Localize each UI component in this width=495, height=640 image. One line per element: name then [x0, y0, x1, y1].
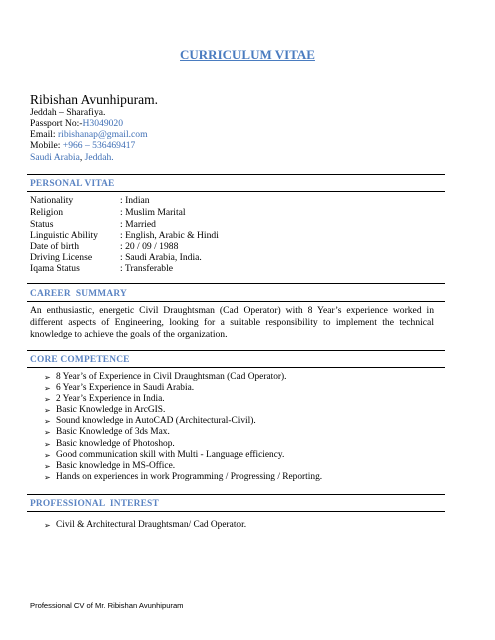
- arrow-bullet-icon: ➢: [44, 439, 51, 449]
- professional-interest-list: [44, 520, 246, 531]
- section-divider: [27, 283, 445, 284]
- section-divider: [27, 494, 445, 495]
- list-item: ➢ 2 Year’s Experience in India.: [44, 394, 165, 405]
- vitae-label: Linguistic Ability: [30, 230, 98, 241]
- vitae-label: Iqama Status: [30, 263, 80, 274]
- list-item: ➢ Basic Knowledge of 3ds Max.: [44, 427, 170, 438]
- arrow-bullet-icon: ➢: [44, 384, 51, 394]
- arrow-bullet-icon: ➢: [44, 406, 51, 416]
- arrow-bullet-icon: ➢: [44, 521, 51, 530]
- arrow-bullet-icon: ➢: [44, 472, 51, 482]
- list-item: ➢ 8 Year’s of Experience in Civil Draughtsman (Cad Operator).: [44, 372, 287, 382]
- section-divider: [27, 191, 445, 192]
- mobile-line: [30, 140, 135, 152]
- arrow-bullet-icon: ➢: [44, 373, 51, 382]
- list-item: ➢ Hands on experiences in work Programming / Progressing / Reporting.: [44, 471, 323, 482]
- vitae-row-nationality: [30, 195, 430, 206]
- candidate-name: Ribishan Avunhipuram.: [30, 92, 158, 107]
- section-personal-vitae: PERSONAL VITAE: [30, 179, 115, 189]
- section-divider: [27, 367, 445, 368]
- section-divider: [27, 174, 445, 175]
- section-divider: [27, 350, 445, 351]
- location-line: [30, 152, 114, 164]
- arrow-bullet-icon: ➢: [44, 395, 51, 405]
- arrow-bullet-icon: ➢: [44, 428, 51, 438]
- passport-number: H3049020: [82, 118, 124, 129]
- vitae-value: : 20 / 09 / 1988: [120, 241, 179, 252]
- vitae-label: Driving License: [30, 252, 93, 263]
- vitae-value: : Saudi Arabia, India.: [120, 252, 202, 263]
- vitae-label: Date of birth: [30, 241, 80, 252]
- vitae-row-iqama: [30, 263, 430, 274]
- location-separator: ,: [79, 152, 85, 163]
- arrow-bullet-icon: ➢: [44, 417, 51, 427]
- vitae-value: : English, Arabic & Hindi: [120, 230, 219, 241]
- list-item: ➢ Good communication skill with Multi - Language efficiency.: [44, 449, 285, 460]
- email-label: Email:: [30, 129, 58, 140]
- career-summary-text: An enthusiastic, energetic Civil Draughtsman (Cad Operator) with 8 Year’s experience worked in different aspects of Engineering, looking for a suitable responsibility to implement the technical knowledge to achieve the goals of the organization.: [30, 305, 434, 341]
- page-footer: Professional CV of Mr. Ribishan Avunhipuram: [30, 601, 184, 610]
- core-competence-list: [44, 372, 322, 483]
- section-professional-interest: PROFESSIONAL INTEREST: [30, 499, 159, 509]
- section-divider: [27, 511, 445, 512]
- vitae-value: : Indian: [120, 195, 150, 206]
- vitae-value: : Muslim Marital: [120, 207, 186, 218]
- vitae-value: : Married: [120, 219, 156, 230]
- vitae-value: : Transferable: [120, 263, 174, 274]
- list-item: ➢ 6 Year’s Experience in Saudi Arabia.: [44, 383, 195, 394]
- vitae-row-dob: [30, 241, 430, 252]
- vitae-label: Nationality: [30, 195, 74, 206]
- arrow-bullet-icon: ➢: [44, 450, 51, 460]
- mobile-number: +966 – 536469417: [62, 140, 136, 151]
- vitae-row-religion: [30, 207, 430, 218]
- section-career-summary: CAREER SUMMARY: [30, 289, 127, 299]
- list-item: ➢ Basic knowledge of Photoshop.: [44, 438, 175, 449]
- list-item: ➢ Basic knowledge in MS-Office.: [44, 460, 176, 471]
- vitae-row-linguistic: [30, 230, 430, 241]
- list-item: ➢ Civil & Architectural Draughtsman/ Cad Operator.: [44, 520, 247, 530]
- mobile-label: Mobile:: [30, 140, 63, 151]
- section-divider: [27, 301, 445, 302]
- arrow-bullet-icon: ➢: [44, 461, 51, 471]
- location-city: Jeddah.: [84, 152, 114, 163]
- location-country: Saudi Arabia: [30, 152, 80, 163]
- list-item: ➢ Sound knowledge in AutoCAD (Architectural-Civil).: [44, 416, 256, 427]
- list-item: ➢ Basic Knowledge in ArcGIS.: [44, 405, 166, 416]
- passport-label: Passport No:-: [30, 118, 83, 129]
- vitae-row-driving: [30, 252, 430, 263]
- vitae-row-status: [30, 219, 430, 230]
- address: Jeddah – Sharafiya.: [30, 107, 106, 118]
- email-link[interactable]: ribishanap@gmail.com: [57, 129, 148, 140]
- vitae-label: Status: [30, 219, 54, 230]
- section-core-competence: CORE COMPETENCE: [30, 355, 130, 365]
- vitae-label: Religion: [30, 207, 64, 218]
- document-title: CURRICULUM VITAE: [180, 47, 315, 62]
